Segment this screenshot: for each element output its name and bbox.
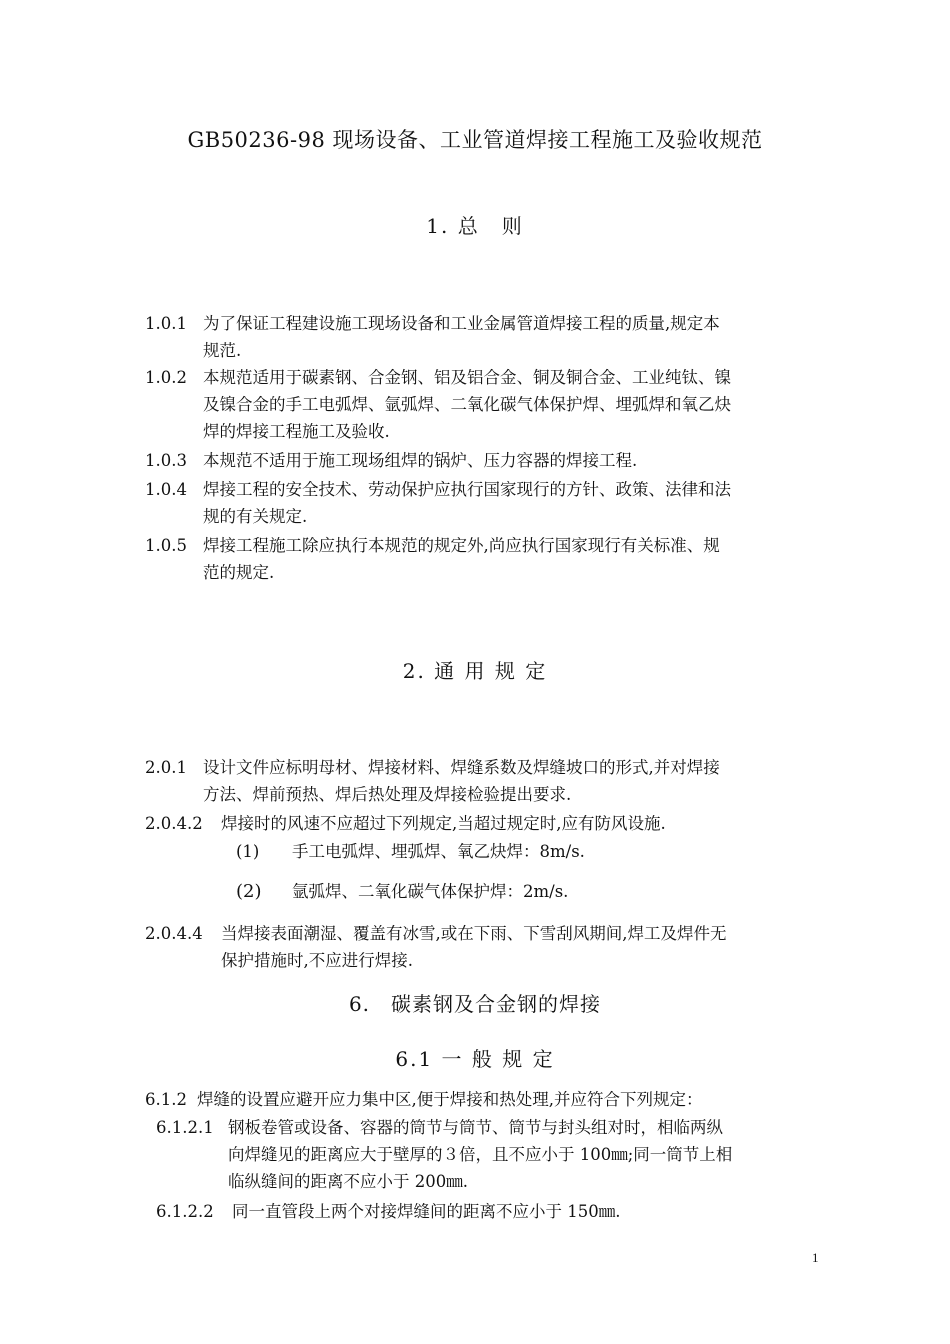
clause-number: 1.0.2 <box>145 368 187 387</box>
clause-text: 焊的焊接工程施工及验收. <box>203 422 390 441</box>
clause-2-0-1 <box>145 754 720 808</box>
clause-1-0-5 <box>145 532 720 586</box>
clause-1-0-3 <box>145 447 637 474</box>
page-number: 1 <box>812 1250 819 1265</box>
clause-text: 设计文件应标明母材、焊接材料、焊缝系数及焊缝坡口的形式,并对焊接 <box>203 758 720 777</box>
clause-text: 焊接工程的安全技术、劳动保护应执行国家现行的方针、政策、法律和法 <box>203 480 731 499</box>
clause-text: 方法、焊前预热、焊后热处理及焊接检验提出要求. <box>203 785 572 804</box>
clause-text: 本规范适用于碳素钢、合金钢、铝及铝合金、铜及铜合金、工业纯钛、镍 <box>203 368 731 387</box>
clause-text: 本规范不适用于施工现场组焊的锅炉、压力容器的焊接工程. <box>203 451 638 470</box>
clause-number: 1.0.5 <box>145 536 187 555</box>
list-item-2 <box>236 878 568 905</box>
document-title: GB50236-98 现场设备、工业管道焊接工程施工及验收规范 <box>187 128 763 152</box>
list-item-number: (1) <box>236 842 260 861</box>
clause-number: 6.1.2.1 <box>156 1118 214 1137</box>
clause-text: 钢板卷管或设备、容器的筒节与筒节、筒节与封头组对时，相临两纵 <box>228 1118 723 1137</box>
clause-text: 临纵缝间的距离不应小于 200㎜. <box>228 1172 468 1191</box>
clause-number: 1.0.3 <box>145 451 187 470</box>
clause-number: 2.0.4.2 <box>145 814 203 833</box>
clause-text: 同一直管段上两个对接焊缝间的距离不应小于 150㎜. <box>232 1202 621 1221</box>
clause-number: 6.1.2 <box>145 1090 187 1109</box>
clause-number: 1.0.1 <box>145 314 187 333</box>
section-heading-1: 1. 总 则 <box>426 214 524 238</box>
section-heading-2: 2. 通 用 规 定 <box>402 659 548 683</box>
clause-6-1-2 <box>145 1086 703 1113</box>
list-item-text: 氩弧焊、二氧化碳气体保护焊：2m/s. <box>292 882 569 901</box>
clause-text: 范的规定. <box>203 563 275 582</box>
section-heading-6: 6. 碳素钢及合金钢的焊接 <box>348 992 602 1016</box>
clause-text: 规范. <box>203 341 242 360</box>
clause-text: 焊接工程施工除应执行本规范的规定外,尚应执行国家现行有关标准、规 <box>203 536 720 555</box>
clause-text: 焊接时的风速不应超过下列规定,当超过规定时,应有防风设施. <box>221 814 666 833</box>
clause-text: 及镍合金的手工电弧焊、氩弧焊、二氧化碳气体保护焊、埋弧焊和氧乙炔 <box>203 395 731 414</box>
clause-6-1-2-1 <box>156 1114 732 1195</box>
clause-number: 1.0.4 <box>145 480 187 499</box>
clause-1-0-2 <box>145 364 731 445</box>
clause-text: 为了保证工程建设施工现场设备和工业金属管道焊接工程的质量,规定本 <box>203 314 720 333</box>
clause-1-0-4 <box>145 476 731 530</box>
clause-text: 规的有关规定. <box>203 507 308 526</box>
clause-text: 当焊接表面潮湿、覆盖有冰雪,或在下雨、下雪刮风期间,焊工及焊件无 <box>221 924 727 943</box>
clause-text: 向焊缝见的距离应大于壁厚的３倍，且不应小于 100㎜;同一筒节上相 <box>228 1145 733 1164</box>
clause-6-1-2-2 <box>156 1198 620 1225</box>
list-item-text: 手工电弧焊、埋弧焊、氧乙炔焊：8m/s. <box>292 842 585 861</box>
clause-number: 6.1.2.2 <box>156 1202 214 1221</box>
list-item-number: (2) <box>236 881 262 902</box>
list-item-1 <box>236 838 585 865</box>
clause-number: 2.0.4.4 <box>145 924 203 943</box>
clause-text: 保护措施时,不应进行焊接. <box>221 951 413 970</box>
clause-text: 焊缝的设置应避开应力集中区,便于焊接和热处理,并应符合下列规定： <box>197 1090 703 1109</box>
clause-1-0-1 <box>145 310 720 364</box>
clause-2-0-4-2 <box>145 810 666 837</box>
section-heading-6-1: 6.1 一 般 规 定 <box>395 1047 555 1071</box>
clause-2-0-4-4 <box>145 920 727 974</box>
clause-number: 2.0.1 <box>145 758 187 777</box>
